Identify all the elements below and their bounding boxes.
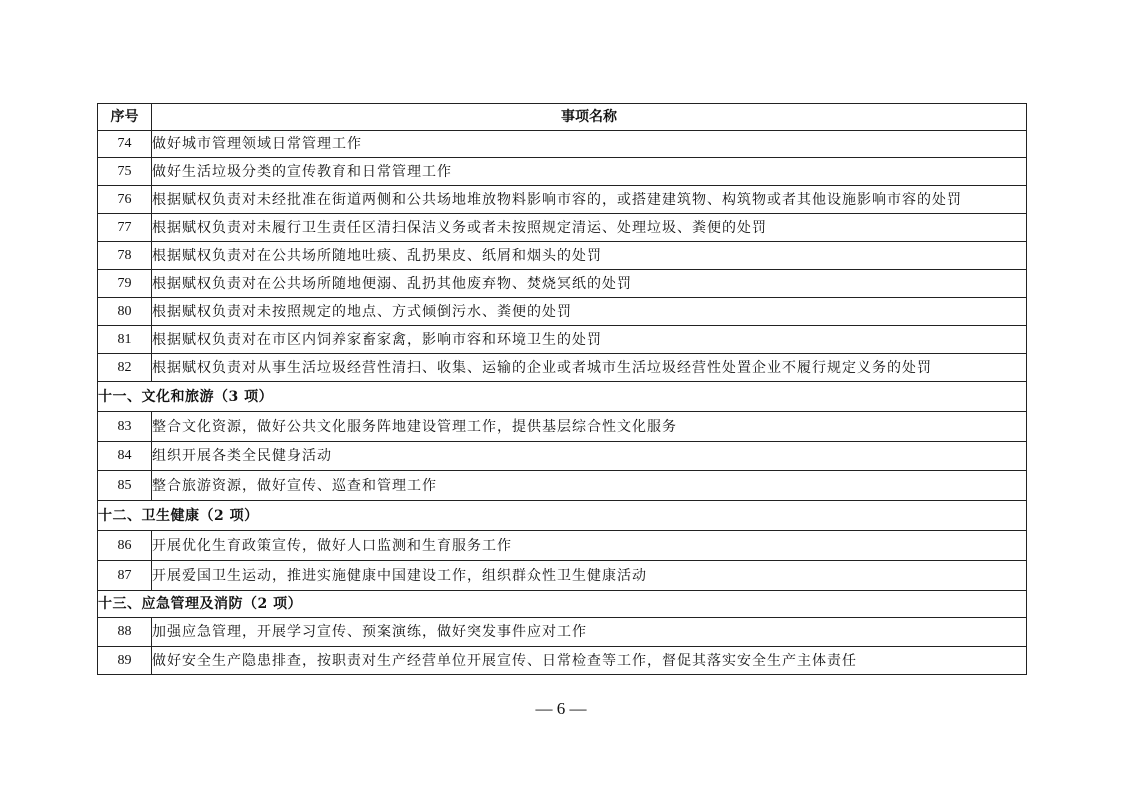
row-number: 79 [98,270,152,298]
row-text: 做好城市管理领域日常管理工作 [152,131,1027,158]
row-text: 根据赋权负责对从事生活垃圾经营性清扫、收集、运输的企业或者城市生活垃圾经营性处置企业不履行规定义务的处罚 [152,354,1027,382]
row-text: 根据赋权负责对在公共场所随地吐痰、乱扔果皮、纸屑和烟头的处罚 [152,242,1027,270]
section-title: 十二、卫生健康（2 项） [98,501,1027,531]
table-row [98,442,1027,471]
row-number: 85 [98,471,152,501]
row-text: 整合旅游资源，做好宣传、巡查和管理工作 [152,471,1027,501]
row-number: 81 [98,326,152,354]
row-number: 80 [98,298,152,326]
table-row [98,354,1027,382]
row-text: 组织开展各类全民健身活动 [152,442,1027,471]
table-row [98,186,1027,214]
row-number: 78 [98,242,152,270]
row-number: 74 [98,131,152,158]
table-row [98,618,1027,647]
table-row [98,131,1027,158]
section-heading-row [98,501,1027,531]
section-heading-row [98,591,1027,618]
row-number: 87 [98,561,152,591]
table-row [98,242,1027,270]
row-text: 做好安全生产隐患排查，按职责对生产经营单位开展宣传、日常检查等工作，督促其落实安全生产主体责任 [152,647,1027,675]
table-row [98,270,1027,298]
page-number: — 6 — [535,699,587,718]
row-text: 开展爱国卫生运动，推进实施健康中国建设工作，组织群众性卫生健康活动 [152,561,1027,591]
row-number: 84 [98,442,152,471]
row-number: 83 [98,412,152,442]
header-serial-number: 序号 [98,104,152,131]
table-row [98,647,1027,675]
row-text: 做好生活垃圾分类的宣传教育和日常管理工作 [152,158,1027,186]
table-row [98,531,1027,561]
table-row [98,412,1027,442]
row-number: 88 [98,618,152,647]
table-row [98,561,1027,591]
section-heading-row [98,382,1027,412]
row-number: 75 [98,158,152,186]
row-number: 82 [98,354,152,382]
section-title: 十三、应急管理及消防（2 项） [98,591,1027,618]
row-text: 根据赋权负责对在公共场所随地便溺、乱扔其他废弃物、焚烧冥纸的处罚 [152,270,1027,298]
section-title: 十一、文化和旅游（3 项） [98,382,1027,412]
row-number: 89 [98,647,152,675]
items-table [97,103,1027,675]
row-text: 整合文化资源，做好公共文化服务阵地建设管理工作，提供基层综合性文化服务 [152,412,1027,442]
table-header-row [98,104,1027,131]
table-row [98,158,1027,186]
row-text: 根据赋权负责对未履行卫生责任区清扫保洁义务或者未按照规定清运、处理垃圾、粪便的处罚 [152,214,1027,242]
table-row [98,326,1027,354]
row-text: 根据赋权负责对未经批准在街道两侧和公共场地堆放物料影响市容的，或搭建建筑物、构筑物或者其他设施影响市容的处罚 [152,186,1027,214]
row-number: 77 [98,214,152,242]
row-number: 76 [98,186,152,214]
table-row [98,298,1027,326]
row-number: 86 [98,531,152,561]
row-text: 根据赋权负责对未按照规定的地点、方式倾倒污水、粪便的处罚 [152,298,1027,326]
header-item-name: 事项名称 [152,104,1027,131]
row-text: 开展优化生育政策宣传，做好人口监测和生育服务工作 [152,531,1027,561]
table-row [98,471,1027,501]
table-row [98,214,1027,242]
row-text: 根据赋权负责对在市区内饲养家畜家禽，影响市容和环境卫生的处罚 [152,326,1027,354]
row-text: 加强应急管理，开展学习宣传、预案演练，做好突发事件应对工作 [152,618,1027,647]
